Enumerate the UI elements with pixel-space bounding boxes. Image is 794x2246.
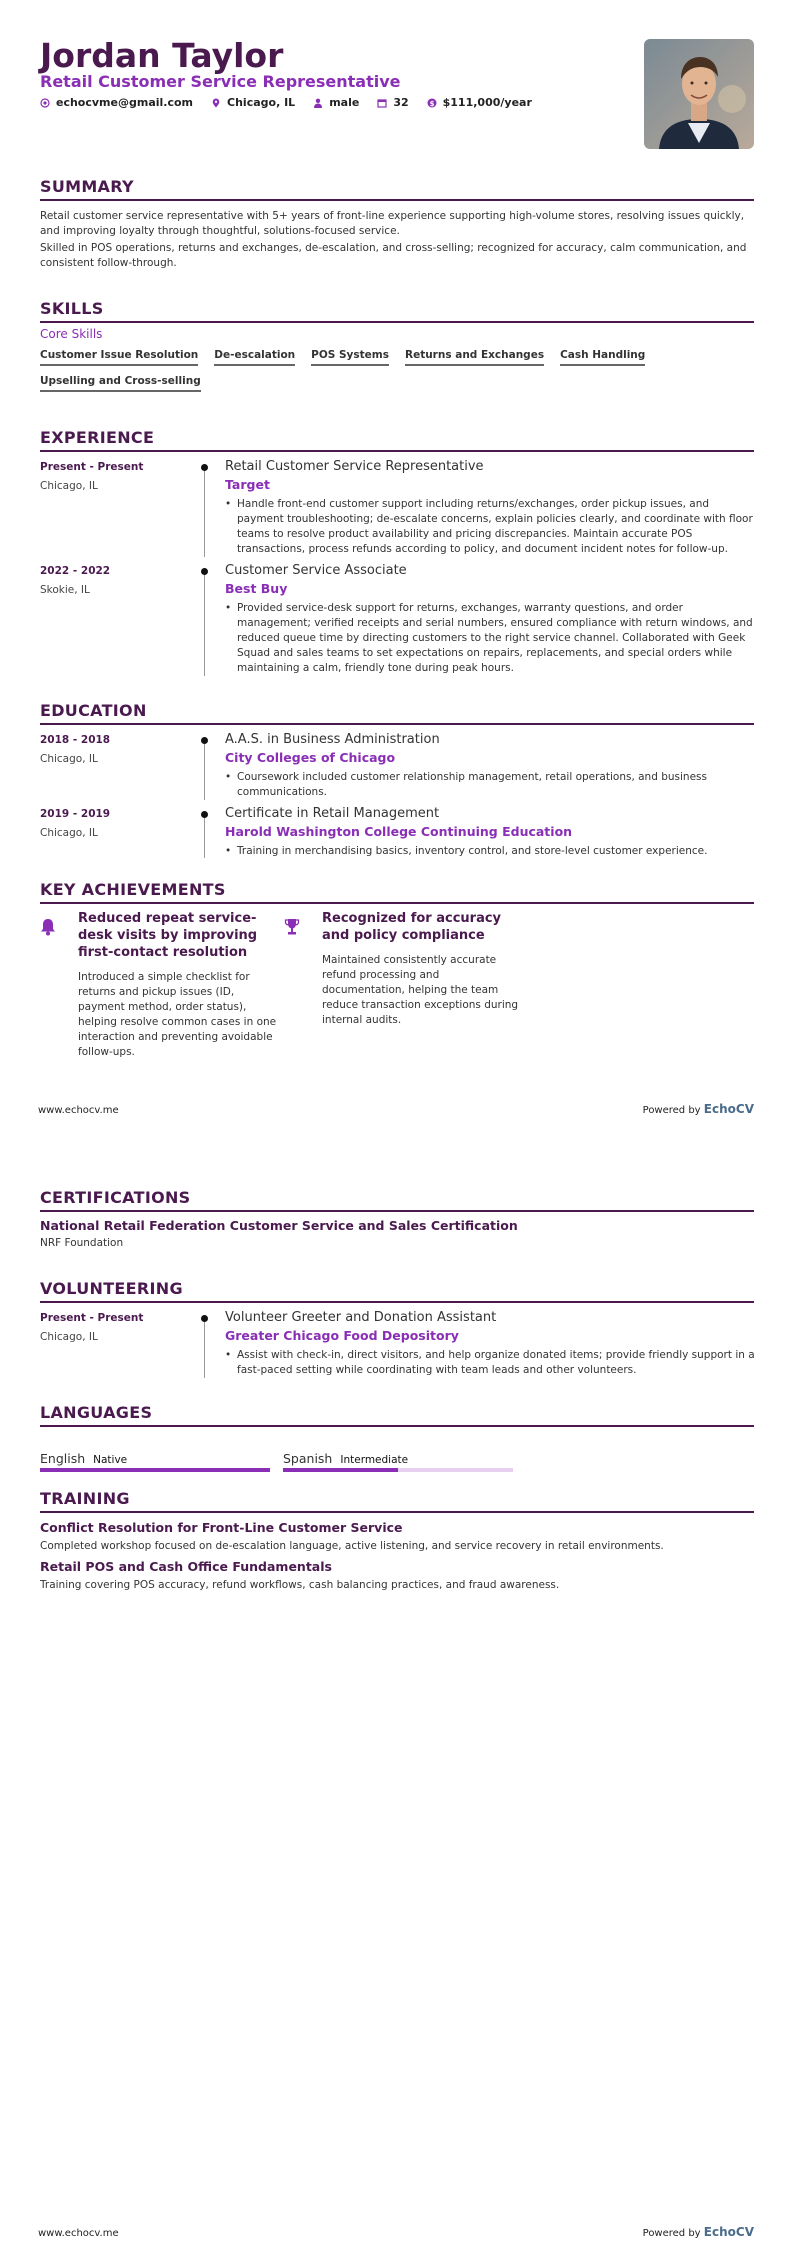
education-heading: EDUCATION xyxy=(40,701,754,725)
timeline-line xyxy=(204,814,205,858)
volunteering-organization: Greater Chicago Food Depository xyxy=(225,1328,459,1343)
education-location: Chicago, IL xyxy=(40,753,98,765)
skills-subheading: Core Skills xyxy=(40,327,103,341)
education-bullet: • Coursework included customer relationship management, retail operations, and business communications. xyxy=(225,770,755,800)
powered-by-label: Powered by xyxy=(642,1105,701,1116)
brand-logo: EchoCV xyxy=(703,1102,754,1116)
achievement-description: Maintained consistently accurate refund processing and documentation, helping the team reduce transaction exceptions during internal audits. xyxy=(322,954,519,1026)
contact-salary-text: $111,000/year xyxy=(442,96,532,109)
certifications-heading: CERTIFICATIONS xyxy=(40,1188,754,1212)
achievement-title: Recognized for accuracy and policy compliance xyxy=(322,911,502,943)
skill-tag: Customer Issue Resolution xyxy=(40,349,198,366)
calendar-icon xyxy=(377,98,387,108)
skill-tag: Upselling and Cross-selling xyxy=(40,375,201,392)
timeline-dot xyxy=(201,1315,208,1322)
bell-icon xyxy=(40,918,56,936)
certification-issuer: NRF Foundation xyxy=(40,1237,124,1249)
experience-company: Best Buy xyxy=(225,581,288,596)
experience-bullet: • Handle front-end customer support including returns/exchanges, order pickup issues, and payment troubleshooting; de-escalate concerns, explain policies clearly, and coordinate with floor teams to resolve product availability and pricing discrepancies. Maintain accurate POS transactions, process refunds according to policy, and document incident notes for follow-up. xyxy=(225,497,755,557)
brand-logo: EchoCV xyxy=(703,2225,754,2239)
education-date: 2019 - 2019 xyxy=(40,808,111,820)
training-description: Training covering POS accuracy, refund workflows, cash balancing practices, and fraud awareness. xyxy=(40,1579,560,1591)
footer-powered-by xyxy=(643,1102,754,1116)
skill-tag: POS Systems xyxy=(311,349,389,366)
language-level: Intermediate xyxy=(340,1454,409,1466)
language-item xyxy=(40,1448,270,1467)
trophy-icon xyxy=(284,918,300,936)
language-proficiency-bar xyxy=(283,1468,513,1472)
education-location: Chicago, IL xyxy=(40,827,98,839)
skill-tag: De-escalation xyxy=(214,349,295,366)
timeline-line xyxy=(204,467,205,557)
contact-info xyxy=(40,96,532,109)
achievements-heading: KEY ACHIEVEMENTS xyxy=(40,880,754,904)
experience-job-title: Customer Service Associate xyxy=(225,563,407,578)
language-proficiency-fill xyxy=(40,1468,270,1472)
volunteering-bullet: • Assist with check-in, direct visitors, and help organize donated items; provide friendly support in a fast-paced setting while coordinating with team leads and other volunteers. xyxy=(225,1348,755,1378)
candidate-role: Retail Customer Service Representative xyxy=(40,72,401,91)
profile-photo xyxy=(644,39,754,149)
education-school: Harold Washington College Continuing Education xyxy=(225,824,573,839)
volunteering-role: Volunteer Greeter and Donation Assistant xyxy=(225,1310,497,1325)
volunteering-location: Chicago, IL xyxy=(40,1331,98,1343)
timeline-line xyxy=(204,740,205,800)
language-name: English xyxy=(40,1451,86,1466)
contact-gender xyxy=(313,96,359,109)
experience-company: Target xyxy=(225,477,270,492)
experience-date: 2022 - 2022 xyxy=(40,565,111,577)
contact-age-text: 32 xyxy=(393,96,409,109)
timeline-dot xyxy=(201,464,208,471)
candidate-name: Jordan Taylor xyxy=(40,36,284,75)
footer-powered-by xyxy=(643,2225,754,2239)
education-date: 2018 - 2018 xyxy=(40,734,111,746)
person-icon xyxy=(313,98,323,108)
location-pin-icon xyxy=(211,98,221,108)
timeline-dot xyxy=(201,568,208,575)
dollar-icon xyxy=(427,98,437,108)
timeline-dot xyxy=(201,737,208,744)
timeline-dot xyxy=(201,811,208,818)
training-title: Conflict Resolution for Front-Line Customer Service xyxy=(40,1520,403,1535)
certification-name: National Retail Federation Customer Service and Sales Certification xyxy=(40,1218,518,1233)
footer-url[interactable]: www.echocv.me xyxy=(38,2228,119,2239)
powered-by-label: Powered by xyxy=(642,2228,701,2239)
footer-url[interactable]: www.echocv.me xyxy=(38,1105,119,1116)
summary-heading: SUMMARY xyxy=(40,177,754,201)
skill-tag: Cash Handling xyxy=(560,349,645,366)
svg-text:$: $ xyxy=(429,99,435,108)
experience-heading: EXPERIENCE xyxy=(40,428,754,452)
language-name: Spanish xyxy=(283,1451,333,1466)
experience-job-title: Retail Customer Service Representative xyxy=(225,459,484,474)
education-bullet: • Training in merchandising basics, inventory control, and store-level customer experience. xyxy=(225,844,755,859)
contact-email-text: echocvme@gmail.com xyxy=(56,96,194,109)
summary-paragraph-1: Retail customer service representative with 5+ years of front-line experience supporting high-volume stores, resolving issues quickly, and improving loyalty through thoughtful, solutions-focused service. xyxy=(40,210,745,237)
education-degree: Certificate in Retail Management xyxy=(225,806,440,821)
contact-age xyxy=(377,96,408,109)
experience-date: Present - Present xyxy=(40,461,144,473)
language-proficiency-fill xyxy=(283,1468,398,1472)
contact-salary xyxy=(427,96,532,109)
contact-email[interactable] xyxy=(40,96,193,109)
summary-paragraph-2: Skilled in POS operations, returns and exchanges, de-escalation, and cross-selling; recognized for accuracy, calm communication, and consistent follow-through. xyxy=(40,242,747,269)
training-title: Retail POS and Cash Office Fundamentals xyxy=(40,1559,332,1574)
training-description: Completed workshop focused on de-escalation language, active listening, and service recovery in retail environments. xyxy=(40,1540,664,1552)
achievement-title: Reduced repeat service-desk visits by improving first-contact resolution xyxy=(78,911,258,960)
training-heading: TRAINING xyxy=(40,1489,754,1513)
contact-location-text: Chicago, IL xyxy=(227,96,296,109)
volunteering-date: Present - Present xyxy=(40,1312,144,1324)
language-proficiency-bar xyxy=(40,1468,270,1472)
volunteering-heading: VOLUNTEERING xyxy=(40,1279,754,1303)
timeline-line xyxy=(204,1318,205,1378)
education-degree: A.A.S. in Business Administration xyxy=(225,732,440,747)
experience-location: Skokie, IL xyxy=(40,584,90,596)
language-level: Native xyxy=(93,1454,128,1466)
contact-location xyxy=(211,96,295,109)
languages-heading: LANGUAGES xyxy=(40,1403,754,1427)
language-item xyxy=(283,1448,513,1467)
skill-tag: Returns and Exchanges xyxy=(405,349,544,366)
timeline-line xyxy=(204,571,205,676)
achievement-description: Introduced a simple checklist for returns and pickup issues (ID, payment method, order status), helping resolve common cases in one interaction and preventing avoidable follow-ups. xyxy=(78,971,277,1058)
contact-gender-text: male xyxy=(329,96,360,109)
education-school: City Colleges of Chicago xyxy=(225,750,396,765)
skills-heading: SKILLS xyxy=(40,299,754,323)
at-icon xyxy=(40,98,50,108)
experience-bullet: • Provided service-desk support for returns, exchanges, warranty questions, and order management; verified receipts and serial numbers, ensured compliance with return windows, and reduced queue time by directing customers to the right service channel. Collaborated with Geek Squad and sales teams to set expectations on repairs, replacements, and special orders while maintaining a calm, friendly tone during peak hours. xyxy=(225,601,755,676)
skills-row-1 xyxy=(40,349,645,366)
experience-location: Chicago, IL xyxy=(40,480,98,492)
skills-row-2 xyxy=(40,375,201,392)
